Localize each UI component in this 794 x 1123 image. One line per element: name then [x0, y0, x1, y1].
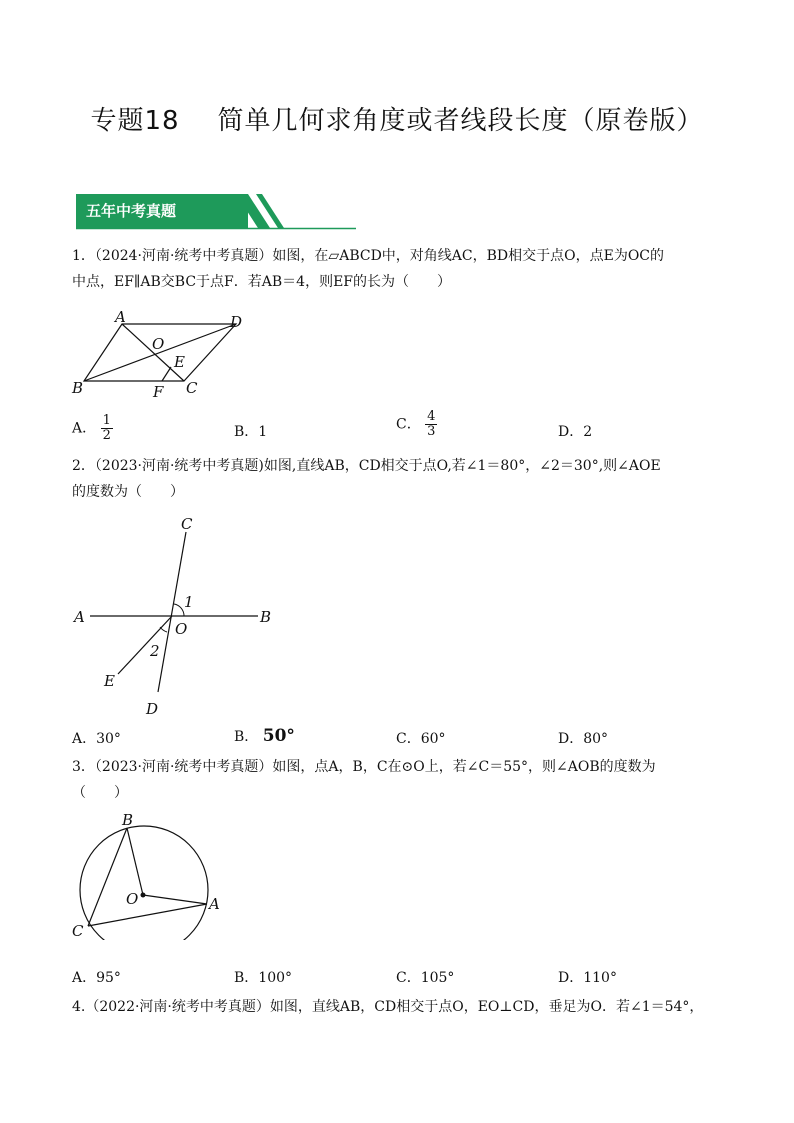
- question-4-line-1: 4.（2022·河南·统考中考真题）如图，直线AB，CD相交于点O，EO⊥CD，垂足为O．若∠1＝54°，: [72, 999, 704, 1015]
- title-number: 专题18: [90, 106, 180, 136]
- q1-option-c-numerator: 4: [427, 409, 436, 424]
- question-3-line-1: 3．（2023·河南·统考中考真题）如图，点A，B，C在⊙O上，若∠C＝55°，则∠AOB的度数为: [72, 759, 656, 775]
- q1-option-a-denominator: 2: [102, 428, 111, 443]
- label-E: E: [174, 353, 185, 371]
- label-C: C: [186, 379, 198, 397]
- parallelogram-figure: [64, 308, 264, 400]
- question-2: [72, 453, 732, 505]
- q2-option-b-prefix: B．: [234, 729, 259, 745]
- q1-option-a-fraction: [101, 414, 113, 443]
- label-D: D: [230, 313, 243, 331]
- q1-option-d[interactable]: D．2: [558, 424, 593, 440]
- label-F: F: [153, 383, 164, 400]
- q3-option-a[interactable]: A．95°: [72, 970, 121, 986]
- question-2-line-1: 2．（2023·河南·统考中考真题)如图,直线AB，CD相交于点O,若∠1＝80°，∠2＝30°,则∠AOE: [72, 458, 661, 474]
- q1-option-c[interactable]: [396, 410, 437, 439]
- q2-option-a[interactable]: A．30°: [72, 731, 121, 747]
- label-E: E: [104, 672, 115, 690]
- angle-2-label: 2: [150, 642, 160, 660]
- angle-1-label: 1: [184, 593, 194, 611]
- q2-option-c[interactable]: C．60°: [396, 731, 446, 747]
- question-3-line-2: （ ）: [72, 785, 128, 801]
- q2-option-b-value: 50°: [262, 726, 295, 746]
- label-O: O: [152, 335, 165, 353]
- page-title: [0, 100, 794, 137]
- q3-option-d[interactable]: D．110°: [558, 970, 617, 986]
- q3-option-b[interactable]: B．100°: [234, 970, 293, 986]
- section-header: [76, 194, 356, 230]
- label-B: B: [72, 379, 84, 397]
- question-1: [72, 243, 732, 295]
- label-C: C: [72, 922, 84, 940]
- section-label: 五年中考真题: [76, 194, 248, 228]
- question-3: [72, 754, 732, 806]
- q1-option-b[interactable]: B．1: [234, 424, 268, 440]
- label-A: A: [209, 895, 220, 913]
- q1-option-c-prefix: C．: [396, 416, 421, 433]
- question-2-line-2: 的度数为（ ）: [72, 484, 184, 500]
- q2-option-d[interactable]: D．80°: [558, 731, 609, 747]
- question-1-line-1: 1．（2024·河南·统考中考真题）如图，在▱ABCD中，对角线AC，BD相交于点O，点E为OC的: [72, 248, 665, 264]
- intersecting-lines-figure: [64, 510, 284, 720]
- label-A: A: [115, 308, 126, 326]
- question-4: [72, 994, 732, 1020]
- label-O: O: [126, 890, 139, 908]
- q1-option-c-denominator: 3: [427, 424, 436, 439]
- label-B: B: [260, 608, 272, 626]
- q2-option-b[interactable]: [234, 726, 295, 746]
- q3-option-c[interactable]: C．105°: [396, 970, 455, 986]
- label-B: B: [122, 811, 134, 829]
- q1-option-c-fraction: [425, 410, 437, 439]
- question-1-line-2: 中点，EF∥AB交BC于点F．若AB＝4，则EF的长为（ ）: [72, 274, 452, 290]
- title-text: 简单几何求角度或者线段长度（原卷版）: [217, 106, 704, 136]
- q1-option-a[interactable]: [72, 414, 113, 443]
- q1-option-a-prefix: A．: [72, 420, 97, 437]
- label-O: O: [175, 620, 188, 638]
- label-D: D: [146, 700, 159, 718]
- label-A: A: [74, 608, 85, 626]
- circle-figure: [64, 810, 234, 940]
- q1-option-a-numerator: 1: [102, 413, 111, 428]
- label-C: C: [181, 515, 193, 533]
